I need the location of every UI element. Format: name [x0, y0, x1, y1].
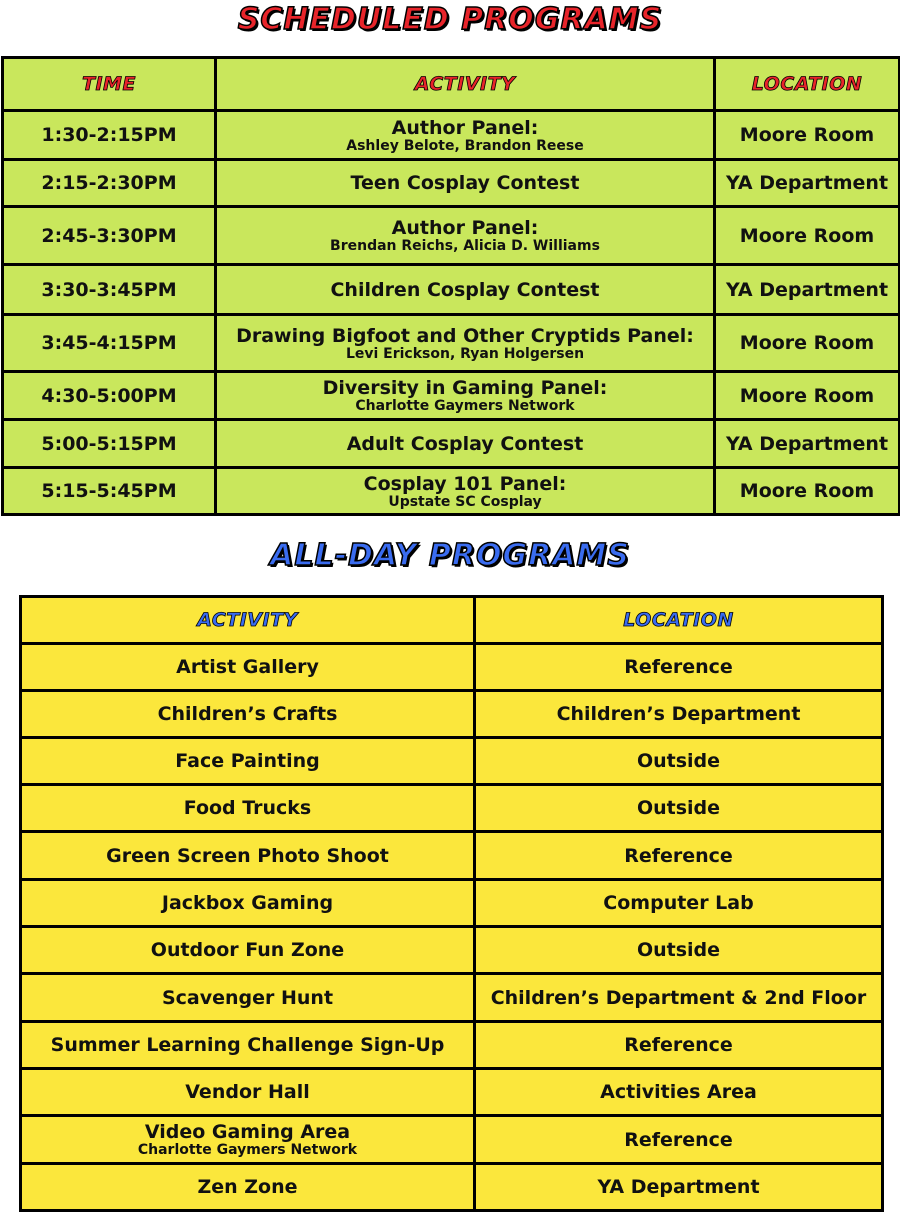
activity-text: Children’s Crafts [157, 703, 338, 725]
location-text: Children’s Department [556, 703, 801, 725]
activity-cell [21, 1022, 475, 1069]
activity-cell [21, 691, 475, 738]
time-text: 3:30-3:45PM [41, 278, 177, 301]
activity-text: Scavenger Hunt [161, 986, 334, 1009]
time-cell [3, 160, 216, 207]
table-row [21, 738, 883, 785]
time-text: 4:30-5:00PM [41, 384, 177, 407]
activity-text: Diversity in Gaming Panel: [322, 377, 608, 399]
header-location: LOCATION [475, 597, 883, 644]
activity-cell [21, 974, 475, 1022]
activity-text: Drawing Bigfoot and Other Cryptids Panel: [236, 324, 694, 347]
activity-text: Jackbox Gaming [161, 892, 334, 914]
location-text: Moore Room [739, 480, 875, 502]
time-cell [3, 111, 216, 160]
table-row [21, 974, 883, 1022]
table-row [3, 160, 900, 207]
location-text: Reference [624, 656, 733, 678]
all-day-programs-title: ALL-DAY PROGRAMS [270, 538, 630, 573]
activity-cell [216, 468, 715, 515]
location-text: Moore Room [739, 124, 875, 146]
activity-text: Teen Cosplay Contest [350, 172, 580, 194]
table-row [3, 372, 900, 420]
table-row [21, 691, 883, 738]
activity-cell [216, 420, 715, 468]
activity-cell [216, 315, 715, 372]
activity-cell [21, 927, 475, 974]
time-cell [3, 265, 216, 315]
scheduled-programs-table [1, 56, 900, 516]
location-cell [475, 1022, 883, 1069]
location-text: Outside [636, 797, 721, 819]
location-cell [715, 111, 900, 160]
table-header-row [21, 597, 883, 644]
activity-cell [21, 738, 475, 785]
table-row [3, 420, 900, 468]
location-text: Reference [624, 844, 733, 867]
location-text: YA Department [725, 432, 889, 455]
activity-text: Artist Gallery [176, 656, 319, 678]
time-text: 2:15-2:30PM [41, 172, 177, 194]
time-cell [3, 420, 216, 468]
activity-text: Adult Cosplay Contest [346, 432, 584, 455]
header-activity: ACTIVITY [21, 597, 475, 644]
activity-text: Children Cosplay Contest [330, 278, 600, 301]
activity-text: Vendor Hall [185, 1081, 310, 1103]
location-text: Moore Room [739, 224, 875, 247]
location-cell [475, 974, 883, 1022]
activity-cell [21, 880, 475, 927]
activity-cell [216, 265, 715, 315]
activity-cell [21, 785, 475, 832]
header-location: LOCATION [715, 58, 900, 111]
activity-cell [216, 160, 715, 207]
table-row [21, 785, 883, 832]
time-text: 1:30-2:15PM [41, 124, 177, 146]
activity-text: Author Panel: [391, 217, 539, 239]
location-cell [715, 265, 900, 315]
location-text: Computer Lab [603, 892, 754, 914]
location-cell [715, 468, 900, 515]
time-cell [3, 468, 216, 515]
table-row [21, 1069, 883, 1116]
location-text: Children’s Department & 2nd Floor [490, 986, 867, 1009]
table-row [21, 1164, 883, 1211]
time-text: 5:00-5:15PM [41, 432, 177, 455]
location-cell [475, 785, 883, 832]
header-activity: ACTIVITY [216, 58, 715, 111]
table-header-row [3, 58, 900, 111]
location-cell [475, 880, 883, 927]
table-row [3, 207, 900, 265]
presenters-text: Ashley Belote, Brandon Reese [346, 137, 584, 154]
activity-cell [216, 111, 715, 160]
table-row [21, 644, 883, 691]
location-cell [715, 160, 900, 207]
activity-cell [21, 1164, 475, 1211]
location-text: Outside [636, 750, 721, 772]
activity-text: Face Painting [175, 750, 320, 772]
location-text: Moore Room [739, 332, 875, 354]
presenters-text: Charlotte Gaymers Network [137, 1142, 358, 1158]
table-row [21, 880, 883, 927]
time-text: 5:15-5:45PM [41, 480, 177, 502]
table-row [3, 265, 900, 315]
presenters-text: Brendan Reichs, Alicia D. Williams [330, 238, 600, 254]
activity-cell [216, 207, 715, 265]
activity-text: Zen Zone [197, 1176, 298, 1198]
location-cell [475, 738, 883, 785]
table-row [3, 468, 900, 515]
table-row [21, 927, 883, 974]
location-text: Activities Area [600, 1081, 757, 1103]
location-cell [475, 1164, 883, 1211]
presenters-text: Upstate SC Cosplay [388, 493, 542, 510]
presenters-text: Levi Erickson, Ryan Holgersen [345, 345, 585, 362]
activity-text: Summer Learning Challenge Sign-Up [50, 1034, 445, 1056]
location-cell [715, 207, 900, 265]
activity-cell [216, 372, 715, 420]
location-cell [475, 832, 883, 880]
location-cell [475, 1069, 883, 1116]
time-text: 2:45-3:30PM [41, 224, 177, 247]
time-text: 3:45-4:15PM [41, 332, 177, 354]
table-row [21, 832, 883, 880]
location-text: Moore Room [739, 384, 875, 407]
time-cell [3, 207, 216, 265]
location-cell [475, 927, 883, 974]
location-cell [715, 420, 900, 468]
activity-text: Video Gaming Area [144, 1121, 351, 1143]
all-day-programs-table [19, 595, 884, 1212]
activity-text: Green Screen Photo Shoot [106, 844, 389, 867]
location-cell [475, 1116, 883, 1164]
table-row [21, 1022, 883, 1069]
table-row [21, 1116, 883, 1164]
location-text: YA Department [725, 278, 889, 301]
activity-text: Author Panel: [391, 116, 539, 139]
location-text: Reference [624, 1034, 733, 1056]
activity-text: Food Trucks [183, 797, 312, 819]
activity-cell [21, 644, 475, 691]
location-cell [715, 372, 900, 420]
time-cell [3, 372, 216, 420]
location-text: YA Department [725, 172, 889, 194]
activity-cell [21, 1069, 475, 1116]
table-row [3, 315, 900, 372]
table-row [3, 111, 900, 160]
activity-text: Cosplay 101 Panel: [363, 472, 567, 495]
header-time: TIME [3, 58, 216, 111]
scheduled-programs-title: SCHEDULED PROGRAMS [237, 2, 663, 37]
presenters-text: Charlotte Gaymers Network [355, 398, 575, 414]
activity-text: Outdoor Fun Zone [150, 939, 345, 961]
activity-cell [21, 1116, 475, 1164]
location-cell [715, 315, 900, 372]
location-text: Outside [636, 939, 721, 961]
location-cell [475, 691, 883, 738]
time-cell [3, 315, 216, 372]
location-cell [475, 644, 883, 691]
location-text: Reference [624, 1128, 733, 1151]
activity-cell [21, 832, 475, 880]
location-text: YA Department [597, 1176, 760, 1198]
